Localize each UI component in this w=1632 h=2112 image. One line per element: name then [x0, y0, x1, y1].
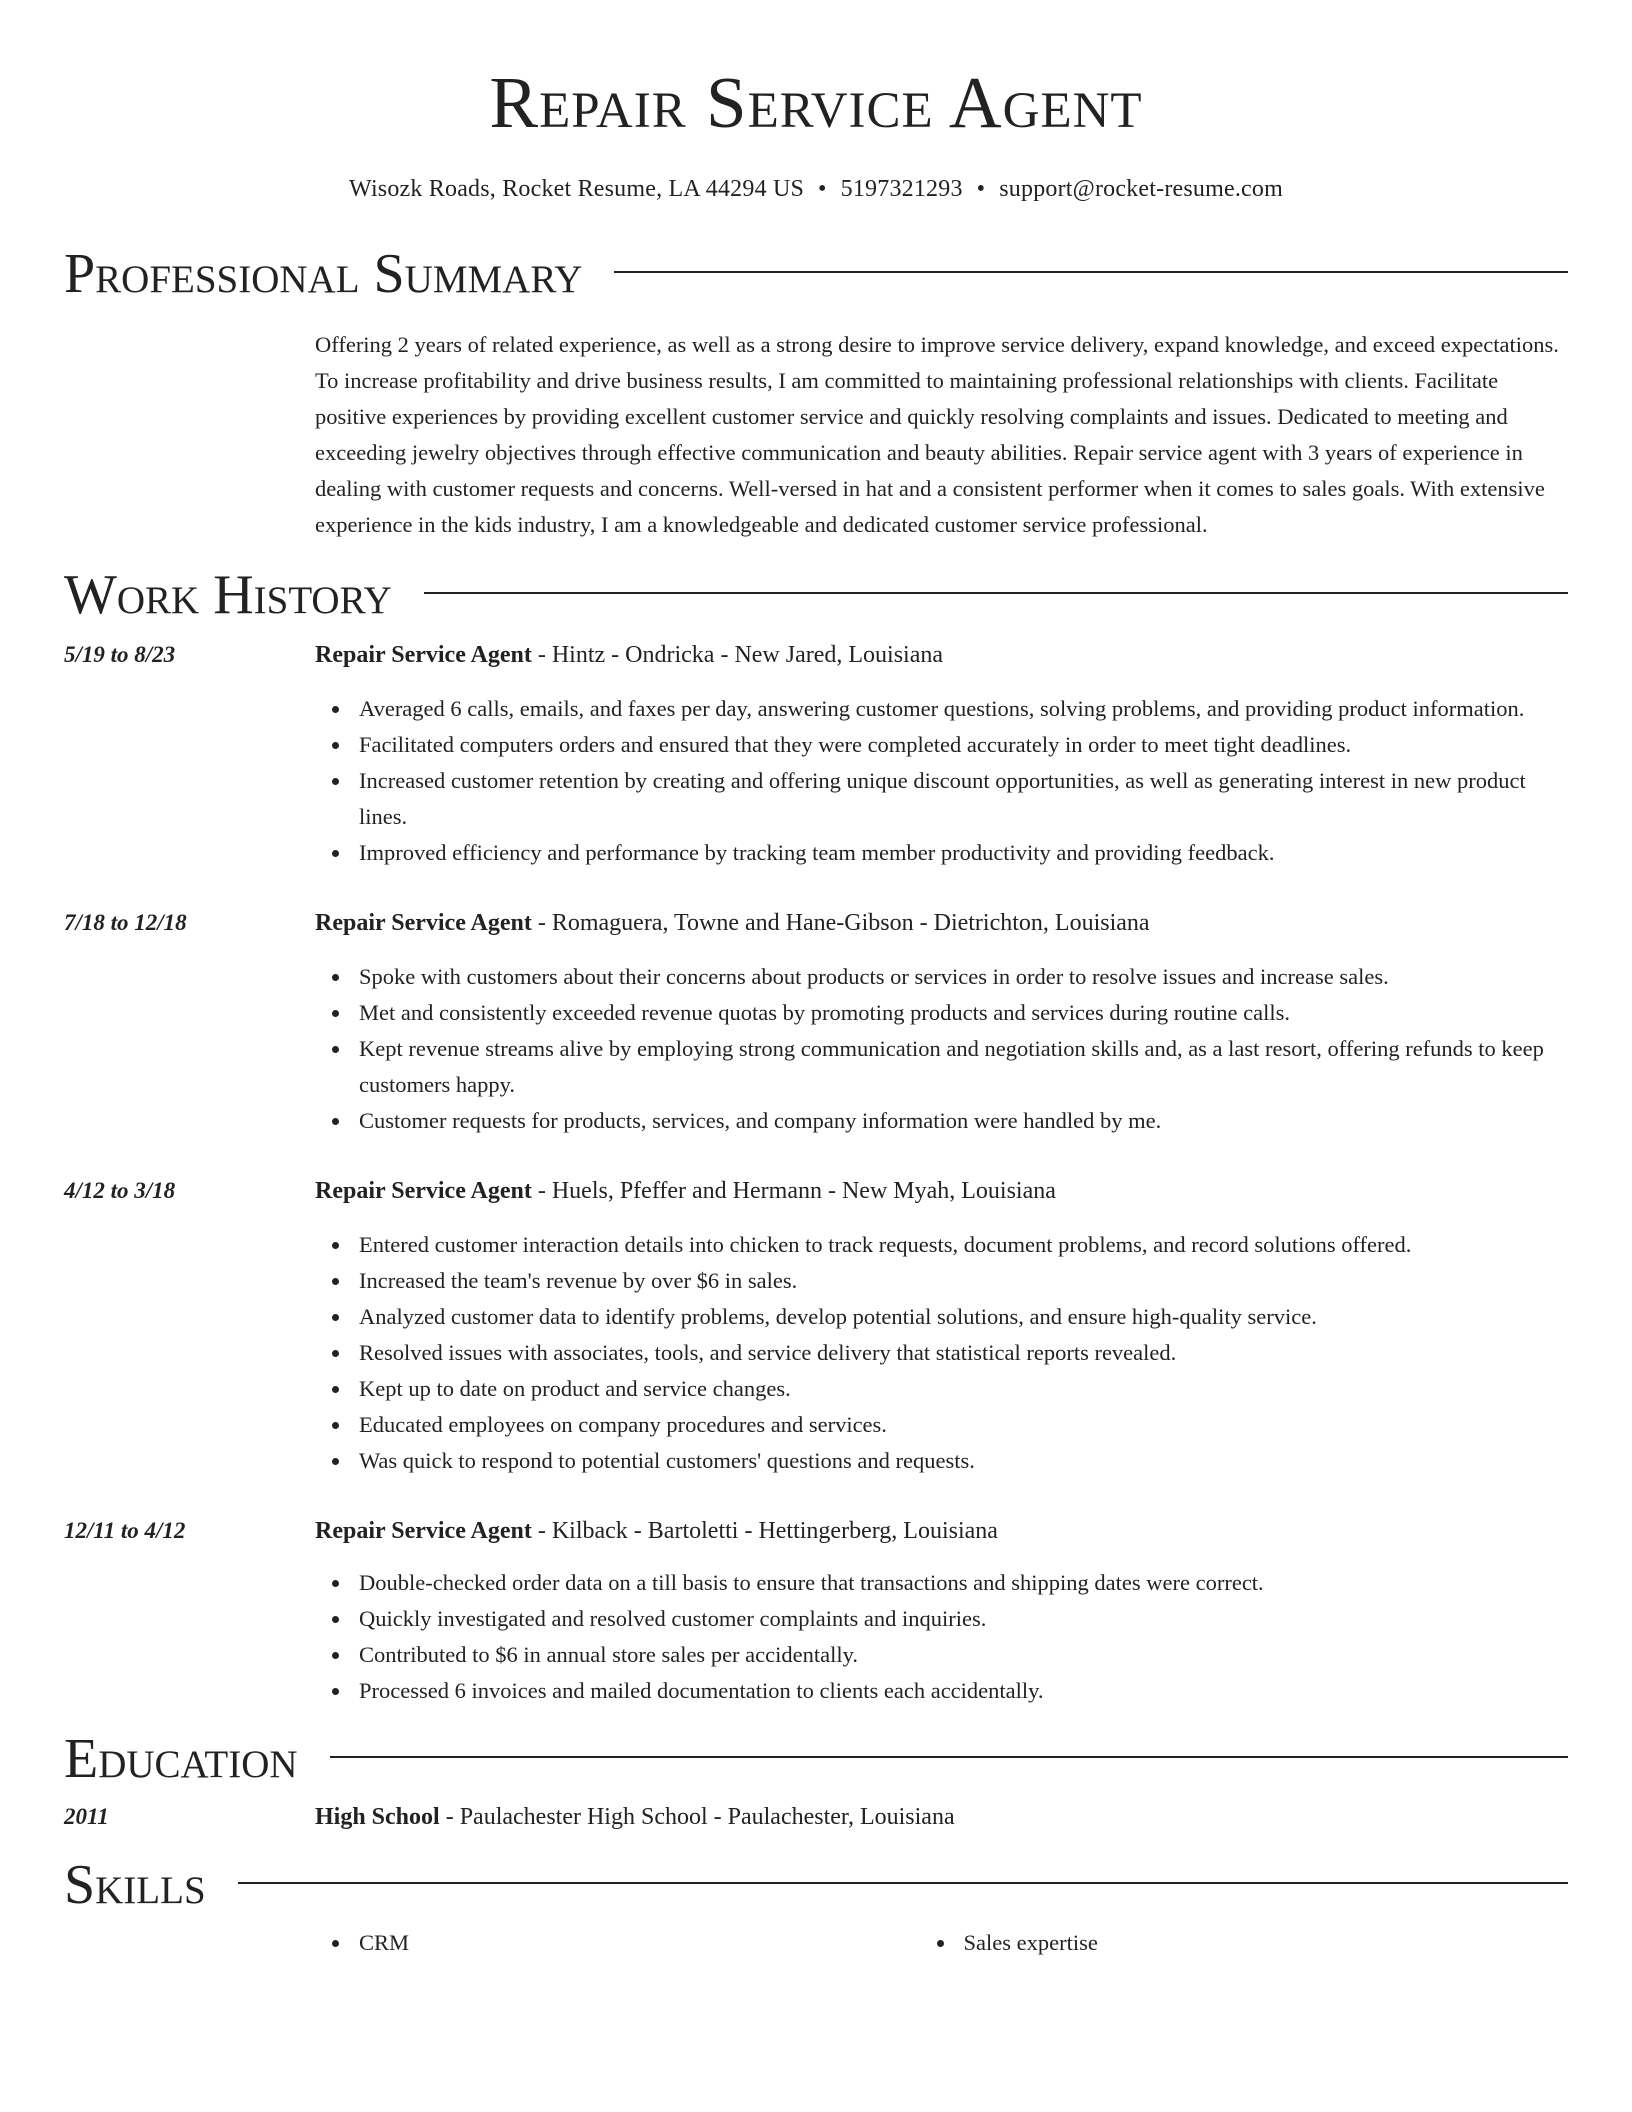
summary-section	[64, 243, 1568, 543]
skills-column-right	[964, 1925, 1569, 1961]
job-heading	[315, 1513, 998, 1549]
summary-heading-text: Professional Summary	[64, 243, 583, 305]
job-entry	[64, 637, 1568, 871]
education-heading-line	[315, 1799, 955, 1835]
job-dates: 5/19 to 8/23	[64, 642, 176, 667]
section-divider	[614, 271, 1568, 273]
skills-heading	[64, 1854, 1568, 1916]
contact-phone: 5197321293	[840, 176, 963, 202]
job-header	[64, 637, 1568, 673]
job-bullet: Contributed to $6 in annual store sales per accidentally.	[359, 1637, 1568, 1673]
work-history-heading	[64, 564, 1568, 626]
job-header	[64, 905, 1568, 941]
job-bullets	[64, 959, 1568, 1139]
job-title: Repair Service Agent	[315, 1178, 532, 1204]
job-dates: 12/11 to 4/12	[64, 1518, 186, 1543]
education-heading-text: Education	[64, 1728, 298, 1790]
job-bullet: Entered customer interaction details into chicken to track requests, document problems, and record solutions offered.	[359, 1227, 1568, 1263]
contact-address: Wisozk Roads, Rocket Resume, LA 44294 US	[349, 176, 805, 202]
education-section	[64, 1728, 1568, 1835]
job-employer: - Hintz - Ondricka - New Jared, Louisiana	[531, 642, 944, 668]
contact-line	[64, 174, 1568, 204]
education-year: 2011	[64, 1804, 109, 1829]
skills-list	[64, 1925, 1568, 1961]
job-entry	[64, 1173, 1568, 1479]
section-divider	[238, 1882, 1568, 1884]
contact-email: support@rocket-resume.com	[999, 176, 1283, 202]
job-bullet: Met and consistently exceeded revenue quotas by promoting products and services during routine calls.	[359, 995, 1568, 1031]
job-bullets	[64, 691, 1568, 871]
job-bullet: Processed 6 invoices and mailed documentation to clients each accidentally.	[359, 1673, 1568, 1709]
job-title: Repair Service Agent	[315, 1518, 532, 1544]
job-bullet: Double-checked order data on a till basis to ensure that transactions and shipping dates were correct.	[359, 1565, 1568, 1601]
job-bullet: Customer requests for products, services, and company information were handled by me.	[359, 1103, 1568, 1139]
job-bullets	[64, 1565, 1568, 1709]
summary-heading	[64, 243, 1568, 305]
job-heading	[315, 637, 943, 673]
candidate-name: Repair Service Agent	[489, 62, 1143, 143]
job-bullet: Resolved issues with associates, tools, and service delivery that statistical reports revealed.	[359, 1335, 1568, 1371]
job-title: Repair Service Agent	[315, 642, 532, 668]
job-bullet: Kept up to date on product and service changes.	[359, 1371, 1568, 1407]
job-bullet: Increased the team's revenue by over $6 in sales.	[359, 1263, 1568, 1299]
job-employer: - Kilback - Bartoletti - Hettingerberg, Louisiana	[531, 1518, 998, 1544]
job-heading	[315, 1173, 1056, 1209]
job-bullet: Averaged 6 calls, emails, and faxes per day, answering customer questions, solving problems, and providing product information.	[359, 691, 1568, 727]
job-bullets	[64, 1227, 1568, 1479]
work-history-heading-text: Work History	[64, 564, 392, 626]
job-bullet: Increased customer retention by creating and offering unique discount opportunities, as well as generating interest in new product lines.	[359, 763, 1568, 835]
education-school: - Paulachester High School - Paulachester, Louisiana	[439, 1804, 955, 1830]
job-entry	[64, 905, 1568, 1139]
job-bullet: Spoke with customers about their concerns about products or services in order to resolve issues and increase sales.	[359, 959, 1568, 995]
job-heading	[315, 905, 1150, 941]
job-dates: 4/12 to 3/18	[64, 1178, 176, 1203]
skills-section	[64, 1854, 1568, 1961]
work-history-section	[64, 564, 1568, 1709]
job-bullet: Educated employees on company procedures and services.	[359, 1407, 1568, 1443]
job-bullet: Quickly investigated and resolved customer complaints and inquiries.	[359, 1601, 1568, 1637]
skills-heading-text: Skills	[64, 1854, 206, 1916]
job-employer: - Romaguera, Towne and Hane-Gibson - Dietrichton, Louisiana	[531, 910, 1150, 936]
education-heading	[64, 1728, 1568, 1790]
job-dates: 7/18 to 12/18	[64, 910, 187, 935]
job-bullet: Improved efficiency and performance by tracking team member productivity and providing feedback.	[359, 835, 1568, 871]
job-employer: - Huels, Pfeffer and Hermann - New Myah, Louisiana	[531, 1178, 1056, 1204]
section-divider	[424, 592, 1568, 594]
skills-column-left	[359, 1925, 964, 1961]
job-bullet: Was quick to respond to potential customers' questions and requests.	[359, 1443, 1568, 1479]
summary-text: Offering 2 years of related experience, as well as a strong desire to improve service delivery, expand knowledge, and exceed expectations. To increase profitability and drive business results, I am committed to maintaining professional relationships with clients. Facilitate positive experiences by providing excellent customer service and quickly resolving complaints and issues. Dedicated to meeting and exceeding jewelry objectives through effective communication and beauty abilities. Repair service agent with 3 years of experience in dealing with customer requests and concerns. Well-versed in hat and a consistent performer when it comes to sales goals. With extensive experience in the kids industry, I am a knowledgeable and dedicated customer service professional.	[315, 332, 1559, 537]
job-bullet: Kept revenue streams alive by employing strong communication and negotiation skills and, as a last resort, offering refunds to keep customers happy.	[359, 1031, 1568, 1103]
job-header	[64, 1173, 1568, 1209]
contact-separator: •	[976, 176, 986, 202]
skill-item: Sales expertise	[964, 1925, 1569, 1961]
job-header	[64, 1513, 1568, 1549]
job-bullet: Analyzed customer data to identify problems, develop potential solutions, and ensure high-quality service.	[359, 1299, 1568, 1335]
skill-item: CRM	[359, 1925, 964, 1961]
section-divider	[330, 1756, 1568, 1758]
job-title: Repair Service Agent	[315, 910, 532, 936]
job-bullet: Facilitated computers orders and ensured that they were completed accurately in order to meet tight deadlines.	[359, 727, 1568, 763]
education-degree: High School	[315, 1804, 440, 1830]
education-entry	[64, 1799, 1568, 1835]
job-entry	[64, 1513, 1568, 1709]
contact-separator: •	[818, 176, 827, 202]
